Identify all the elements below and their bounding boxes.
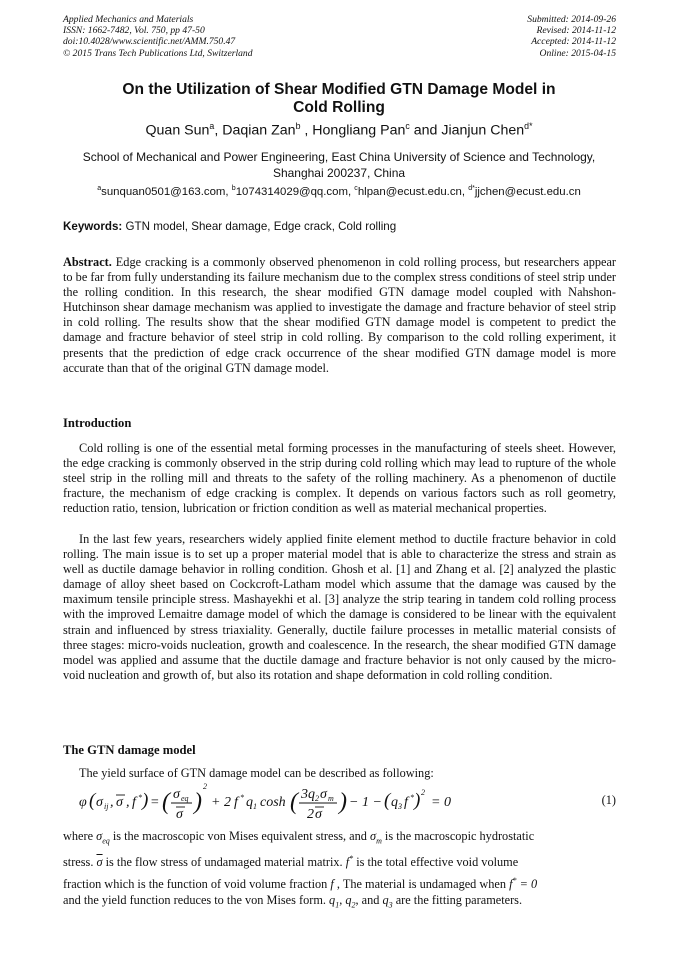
keywords-label: Keywords: — [63, 220, 123, 233]
svg-text:2: 2 — [203, 782, 207, 791]
svg-text:2: 2 — [421, 788, 425, 797]
svg-text:(: ( — [384, 790, 391, 811]
accepted-date: Accepted: 2014-11-12 — [531, 36, 616, 48]
affiliation-line-1: School of Mechanical and Power Engineering, East China University of Science and Technology, — [82, 150, 596, 164]
where-line-1 — [63, 829, 616, 849]
introduction-heading: Introduction — [63, 416, 132, 430]
affiliation — [60, 150, 618, 181]
svg-text:1: 1 — [253, 802, 257, 811]
gtn-heading: The GTN damage model — [63, 743, 196, 757]
svg-text:f: f — [234, 795, 238, 810]
f-star-symbol: f* — [345, 854, 354, 870]
svg-text:3: 3 — [398, 802, 402, 811]
submitted-date: Submitted: 2014-09-26 — [527, 14, 616, 25]
author-name: Daqian Zan — [222, 122, 296, 139]
author-name: Hongliang Pan — [312, 122, 406, 139]
email-mark: d* — [468, 185, 475, 192]
svg-text:2: 2 — [315, 794, 319, 803]
f-star-zero-expression: f* = 0 — [509, 876, 538, 892]
email-address[interactable]: sunquan0501@163.com — [101, 185, 226, 198]
gtn-intro: The yield surface of GTN damage model can be described as following: — [79, 766, 434, 780]
svg-text:q: q — [391, 795, 398, 810]
svg-text:q: q — [308, 787, 315, 802]
author-name: Jianjun Chen — [441, 122, 525, 139]
q2-symbol: $q_2$ — [345, 893, 356, 910]
svg-text:,: , — [110, 795, 114, 810]
email-sep: , — [461, 185, 469, 198]
abstract-text: Edge cracking is a commonly observed phenomenon in cold rolling process, but researchers appear to be far from fully understanding its failure mechanism due to the complex stress conditions of steel strip under the rolling condition. In this research, the shear modified GTN damage model coupled with Nahshon-Hutchinson shear damage mechanism was applied to investigate the damage and fracture behavior of steel strip in cold rolling. The results show that the shear modified GTN damage model is competent to predict the damage and fracture behavior of steel strip in cold rolling. By comparison to the cold rolling experiment, it presents that the prediction of edge crack occurrence of the shear modified GTN damage model is more accurate than that of the original GTN damage model. — [63, 255, 617, 375]
svg-text:2: 2 — [307, 807, 314, 822]
keywords — [63, 220, 616, 233]
journal-doi[interactable]: doi:10.4028/www.scientific.net/AMM.750.47 — [63, 36, 236, 48]
svg-text:): ) — [142, 790, 149, 811]
svg-text:): ) — [339, 789, 347, 815]
where-text: fraction which is the function of void volume fraction — [63, 877, 331, 892]
abstract-label: Abstract. — [63, 255, 112, 269]
where-line-2 — [63, 851, 616, 870]
email-address[interactable]: 1074314029@qq.com — [235, 185, 348, 198]
f-symbol: f — [330, 877, 334, 892]
svg-text:f: f — [132, 795, 136, 810]
article-dates — [527, 14, 616, 59]
svg-text:(: ( — [290, 789, 298, 815]
journal-name: Applied Mechanics and Materials — [63, 14, 194, 25]
svg-text:σ: σ — [320, 787, 327, 802]
where-text: is the flow stress of undamaged material matrix. — [102, 855, 346, 870]
where-text: , The material is undamaged when — [333, 877, 510, 892]
author-mark: c — [405, 121, 410, 131]
online-date: Online: 2015-04-15 — [539, 47, 616, 59]
introduction-paragraph-2: In the last few years, researchers widely applied finite element method to ductile fracture behavior in cold rolling. The main issue is to set up a proper material model that is able to characterize the stress and strain as well as ductile damage behavior in rolling condition. Ghosh et al. [1] and Zhang et al. [2] analyzed the plastic damage of alloy sheet based on Cockcroft-Latham model which assume that the damage was caused by the maximum tensile principle stress. Mashayekhi et al. [3] analyze the strip tearing in tandem cold rolling process with the improved Lemaitre damage model of which the damage is considered to be linear with the equivalent strain and influenced by stress triaxiality. Generally, ductile failure processes in metallic material consists of three stages: micro-voids nucleation, growth and coalescence. In the research, the shear modified GTN damage model was applied and assume that the ductile damage and fracture behavior is not only caused by the micro-void nucleation and growth of, but also its rotation and shape deformation in cold rolling condition. — [63, 532, 616, 682]
yield-equation — [79, 778, 616, 822]
email-address[interactable]: jjchen@ecust.edu.cn — [474, 185, 581, 198]
abstract — [63, 255, 616, 376]
author-sep: , — [300, 122, 313, 139]
svg-text:φ: φ — [79, 795, 87, 810]
sigma-eq-symbol: $\sigma_{eq}$ — [96, 829, 110, 846]
where-text: and the yield function reduces to the von Mises form. — [63, 893, 330, 907]
where-text: are the fitting parameters. — [392, 893, 523, 907]
svg-text:): ) — [414, 790, 421, 811]
svg-text:σ: σ — [176, 807, 183, 822]
where-line-4 — [63, 893, 616, 913]
author-sep: , — [214, 122, 223, 139]
svg-text:m: m — [328, 794, 334, 803]
author-sep: and — [409, 122, 442, 139]
email-address[interactable]: hlpan@ecust.edu.cn — [357, 185, 462, 198]
where-text: is the total effective void volume — [353, 855, 519, 870]
svg-text:*: * — [410, 793, 414, 802]
svg-text:+ 2: + 2 — [211, 795, 231, 810]
sigma-bar-symbol: $\overline{\sigma}$ — [96, 855, 103, 870]
author-list — [60, 121, 618, 139]
sigma-m-symbol: $\sigma_m$ — [370, 829, 382, 846]
email-mark: c — [354, 185, 358, 192]
svg-text:*: * — [138, 793, 142, 802]
email-sep: , — [225, 185, 232, 198]
journal-info — [63, 14, 253, 59]
equation-number: (1) — [601, 793, 616, 807]
title-line-1: On the Utilization of Shear Modified GTN Damage Model in — [122, 81, 556, 98]
svg-text:σ: σ — [116, 795, 123, 810]
svg-text:*: * — [240, 793, 244, 802]
svg-text:cosh: cosh — [260, 795, 286, 810]
revised-date: Revised: 2014-11-12 — [536, 25, 616, 37]
where-text: is the macroscopic von Mises equivalent stress, and — [109, 829, 370, 843]
where-text: , — [339, 893, 346, 907]
q1-symbol: $q_1$ — [329, 893, 340, 910]
svg-text:(: ( — [89, 790, 96, 811]
svg-text:,: , — [126, 795, 130, 810]
yield-equation-formula — [79, 778, 499, 822]
author-mark: d* — [524, 121, 533, 131]
svg-text:= 0: = 0 — [431, 795, 451, 810]
svg-text:=: = — [150, 795, 160, 810]
where-text: is the macroscopic hydrostatic — [381, 829, 535, 843]
svg-text:3: 3 — [301, 787, 308, 802]
svg-text:σ: σ — [315, 807, 322, 822]
keywords-text: GTN model, Shear damage, Edge crack, Cold rolling — [125, 220, 397, 233]
where-text: where — [63, 829, 97, 843]
journal-issn: ISSN: 1662-7482, Vol. 750, pp 47-50 — [63, 25, 205, 37]
svg-text:σ: σ — [96, 795, 103, 810]
where-line-3 — [63, 873, 616, 892]
author-name: Quan Sun — [145, 122, 210, 139]
where-text: , and — [355, 893, 383, 907]
where-text: stress. — [63, 855, 97, 870]
svg-text:): ) — [194, 789, 202, 815]
introduction-paragraph-1: Cold rolling is one of the essential metal forming processes in the manufacturing of steels sheet. However, the edge cracking is commonly observed in the strip during cold rolling which may lead to rupture of the whole steel strip in the rolling mill and threats to the safety of the rolling machinery. As a phenomenon of ductile fracture, the mechanism of edge cracking is complex. It depends on various factors such as roll geometry, reduction ratio, tension, lubrication or friction condition as well as material mechanical properties. — [63, 441, 616, 516]
svg-text:(: ( — [162, 789, 170, 815]
affiliation-line-2: Shanghai 200237, China — [272, 165, 406, 180]
email-mark: b — [231, 185, 236, 192]
title-line-2: Cold Rolling — [293, 99, 385, 116]
svg-text:f: f — [404, 795, 408, 810]
email-list — [40, 185, 638, 198]
svg-text:eq: eq — [181, 794, 189, 803]
svg-text:q: q — [246, 795, 253, 810]
q3-symbol: $q_3$ — [382, 893, 393, 910]
email-sep: , — [347, 185, 355, 198]
email-mark: a — [97, 185, 102, 192]
svg-text:σ: σ — [173, 787, 180, 802]
paper-title — [60, 81, 618, 117]
svg-text:ij: ij — [104, 802, 109, 811]
journal-copyright: © 2015 Trans Tech Publications Ltd, Switzerland — [63, 47, 253, 59]
svg-text:− 1 −: − 1 − — [349, 795, 382, 810]
author-mark: a — [209, 121, 215, 131]
author-mark: b — [295, 121, 301, 131]
